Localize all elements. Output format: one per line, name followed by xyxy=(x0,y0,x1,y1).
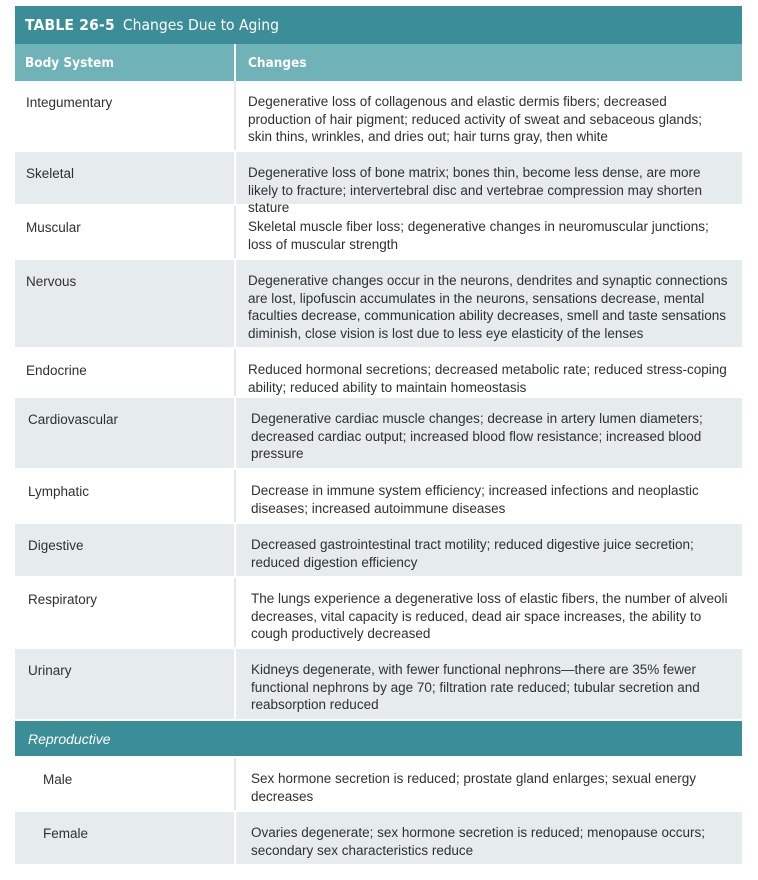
table-number: TABLE 26-5 xyxy=(25,16,115,34)
row-changes: Sex hormone secretion is reduced; prostate gland enlarges; sexual energy decreases xyxy=(251,771,697,804)
row-changes: Skeletal muscle fiber loss; degenerative changes in neuromuscular junctions; loss of muscular strength xyxy=(248,219,709,252)
row-system: Female xyxy=(15,812,236,864)
table-row xyxy=(15,349,742,398)
row-changes: Decrease in immune system efficiency; increased infections and neoplastic diseases; increased autoimmune diseases xyxy=(251,483,699,516)
table-row xyxy=(15,206,742,260)
row-system: Integumentary xyxy=(15,81,236,150)
row-changes: Degenerative loss of collagenous and elastic dermis fibers; decreased production of hair pigment; reduced activity of sweat and sebaceous glands; skin thins, wrinkles, and dries out; hair turns gray, then white xyxy=(248,94,703,144)
row-changes: Degenerative loss of bone matrix; bones thin, become less dense, are more likely to fracture; intervertebral disc and vertebrae compression may shorten stature xyxy=(248,165,702,215)
table-row xyxy=(15,260,742,349)
row-changes: Decreased gastrointestinal tract motility; reduced digestive juice secretion; reduced digestion efficiency xyxy=(251,537,694,570)
header-changes: Changes xyxy=(248,54,307,71)
table-title-bar xyxy=(15,6,742,44)
row-system: Muscular xyxy=(15,206,236,258)
table-row xyxy=(15,470,742,524)
row-system: Endocrine xyxy=(15,349,236,396)
table-header xyxy=(15,44,742,81)
row-system: Lymphatic xyxy=(15,470,236,522)
table-row xyxy=(15,398,742,470)
row-system: Respiratory xyxy=(15,578,236,647)
table-row xyxy=(15,152,742,215)
table-title: Changes Due to Aging xyxy=(122,16,279,34)
row-system: Skeletal xyxy=(15,152,236,204)
row-changes: Degenerative cardiac muscle changes; decrease in artery lumen diameters; decreased cardiac output; increased blood flow resistance; increased blood pressure xyxy=(251,411,703,461)
row-changes: Degenerative changes occur in the neurons, dendrites and synaptic connections are lost, lipofuscin accumulates in the neurons, sensations decrease, mental faculties decrease, communication ability decreases, smell and taste sensations diminish, close vision is lost due to less eye elasticity of the lenses xyxy=(248,273,728,341)
table-row xyxy=(15,81,742,152)
row-changes: Reduced hormonal secretions; decreased metabolic rate; reduced stress-coping ability; reduced ability to maintain homeostasis xyxy=(248,362,727,395)
table-row xyxy=(15,812,742,866)
row-system: Cardiovascular xyxy=(15,398,236,468)
row-system: Male xyxy=(15,758,236,810)
table-row xyxy=(15,649,742,721)
row-changes: Ovaries degenerate; sex hormone secretion is reduced; menopause occurs; secondary sex characteristics reduce xyxy=(251,825,705,858)
table-row xyxy=(15,758,742,812)
table-row xyxy=(15,524,742,578)
row-changes: The lungs experience a degenerative loss of elastic fibers, the number of alveoli decreases, vital capacity is reduced, dead air space increases, the ability to cough productively decreased xyxy=(251,591,728,641)
table-row xyxy=(15,578,742,649)
header-body-system: Body System xyxy=(15,44,236,81)
row-changes: Kidneys degenerate, with fewer functional nephrons—there are 35% fewer functional nephrons by age 70; filtration rate reduced; tubular secretion and reabsorption reduced xyxy=(251,662,700,712)
row-system: Urinary xyxy=(15,649,236,719)
row-system: Digestive xyxy=(15,524,236,576)
section-reproductive: Reproductive xyxy=(15,721,742,758)
aging-changes-table xyxy=(15,6,742,866)
row-system: Nervous xyxy=(15,260,236,347)
